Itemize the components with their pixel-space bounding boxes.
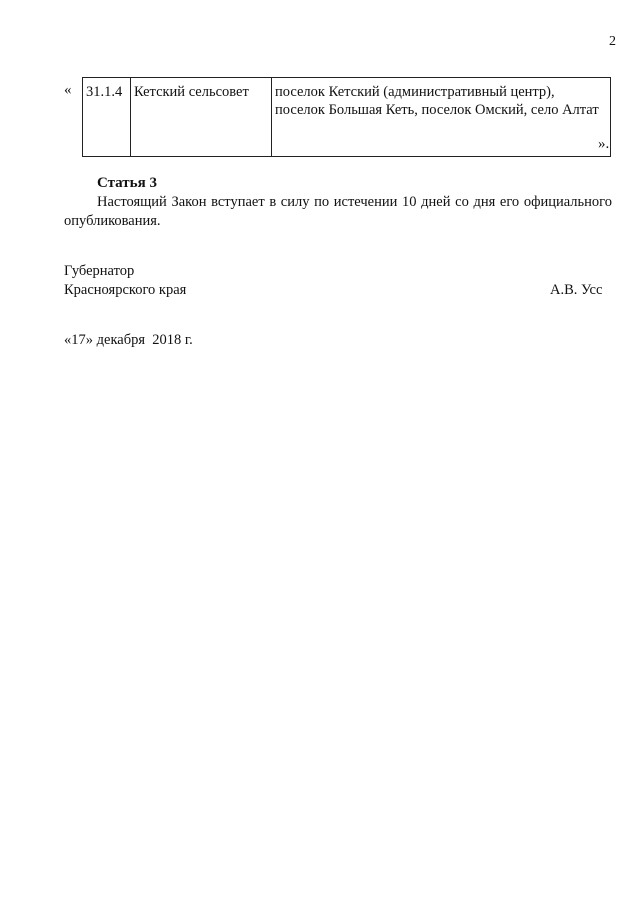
signatory-title-line-1: Губернатор (64, 263, 135, 279)
article-title: Статья 3 (97, 175, 157, 191)
table-opening-quote: « (64, 82, 72, 98)
signatory-title-line-2: Красноярского края (64, 282, 187, 298)
table-row (83, 78, 611, 157)
table-closing-quote: ». (598, 136, 610, 152)
article-text: Настоящий Закон вступает в силу по истечении 10 дней со дня его официального опубликования. (64, 194, 612, 229)
settlement-code-cell: 31.1.4 (83, 78, 131, 157)
signatory-title (64, 262, 186, 300)
page-number: 2 (609, 34, 616, 49)
signatory-name: А.В. Усс (550, 282, 603, 298)
settlements-table (82, 77, 611, 157)
settlement-places-cell: поселок Кетский (административный центр), поселок Большая Кеть, поселок Омский, село Алтат (272, 78, 611, 157)
signing-date: «17» декабря 2018 г. (64, 332, 193, 348)
settlement-name-cell: Кетский сельсовет (131, 78, 272, 157)
